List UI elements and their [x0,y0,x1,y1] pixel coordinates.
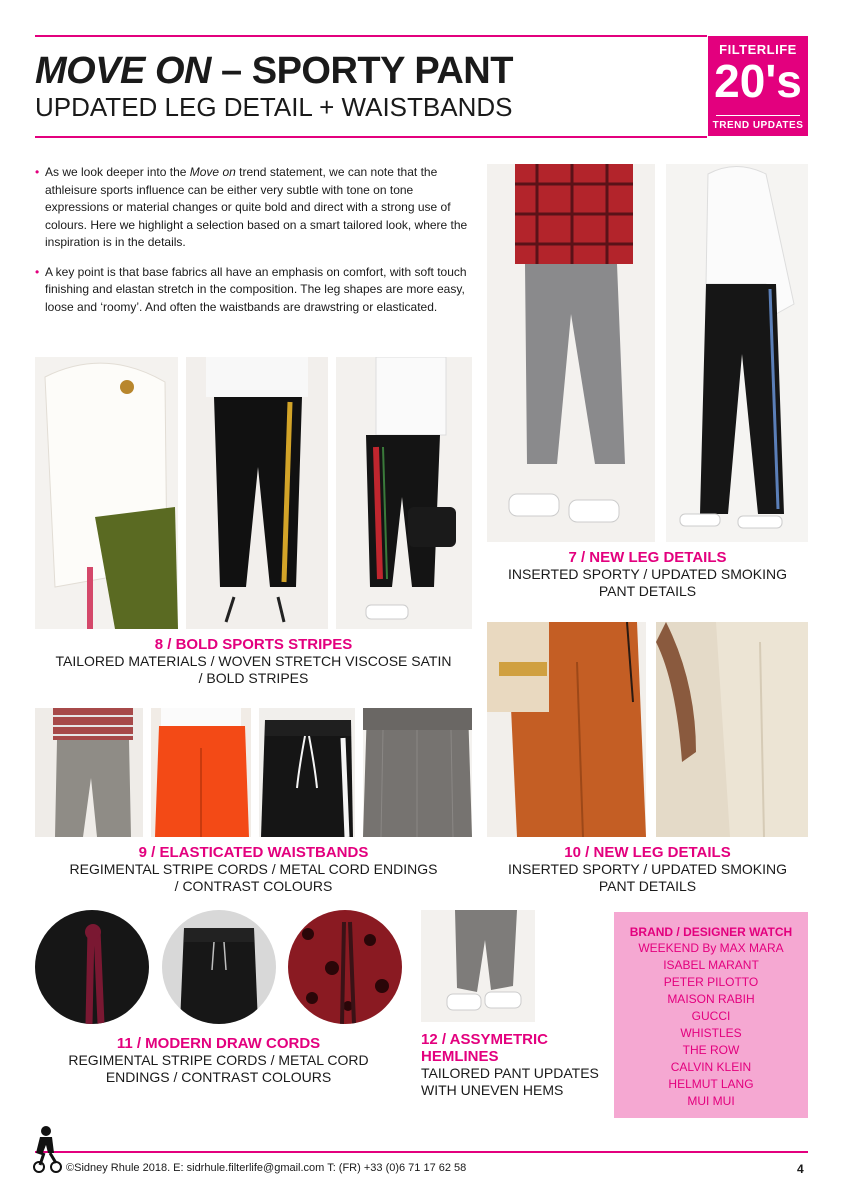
photo-circle-leopard-print [288,910,402,1024]
caption-section-7 [487,549,808,600]
brand-item: PETER PILOTTO [663,975,759,989]
brand-item: CALVIN KLEIN [670,1060,752,1074]
logo-20s-text: 20's [714,55,802,107]
photo-orange-pant [151,708,251,837]
section-9-line-2: / CONTRAST COLOURS [174,878,333,894]
section-8-line-2: / BOLD STRIPES [198,670,309,686]
section-7-line-2: PANT DETAILS [598,583,697,599]
brand-item: ISABEL MARANT [663,958,759,972]
caption-section-11 [35,1035,402,1086]
section-8-heading: 8 / BOLD SPORTS STRIPES [154,636,353,653]
section-12-heading-2: HEMLINES [421,1048,499,1065]
caption-section-8 [35,636,472,687]
intro-paragraph-2: • A key point is that base fabrics all have an emphasis on comfort, with soft touch finishing and elastan stretch in the composition. The leg shapes are more easy, loose and ‘roomy’. And often the waistbands are drawstring or elasticated. [35,264,467,314]
logo-tagline: TREND UPDATES [712,120,804,131]
section-7-line-1: INSERTED SPORTY / UPDATED SMOKING [507,566,787,582]
section-12-heading-1: 12 / ASSYMETRIC [421,1031,548,1048]
photo-black-pant-yellow-stripe [186,357,328,629]
page-number: 4 [797,1162,804,1176]
photo-uneven-hem-pant [421,910,535,1022]
photo-circle-black-burgundy-cord [35,910,149,1024]
title-rest: – SPORTY PANT [210,50,513,92]
caption-section-12 [421,1031,611,1099]
photo-rust-pant-detail [487,622,646,837]
section-10-line-1: INSERTED SPORTY / UPDATED SMOKING [507,861,787,877]
section-9-line-1: REGIMENTAL STRIPE CORDS / METAL CORD ENDINGS [69,861,438,877]
logo-divider [716,115,800,116]
section-11-line-2: ENDINGS / CONTRAST COLOURS [105,1069,332,1085]
title-main: MOVE ON [35,50,211,92]
cyclist-logo-icon [30,1125,64,1173]
brand-item: WEEKEND By MAX MARA [638,941,784,955]
photo-plaid-shirt-grey-pant [487,164,655,542]
section-12-line-2: WITH UNEVEN HEMS [421,1082,564,1098]
photo-check-pant-striped-top [35,708,143,837]
brand-item: THE ROW [682,1043,740,1057]
caption-section-10 [487,844,808,895]
brand-item: HELMUT LANG [668,1077,754,1091]
brand-watch-heading: BRAND / DESIGNER WATCH [629,925,793,939]
intro-paragraph-1: • As we look deeper into the Move on trend statement, we can note that the athleisure sports influence can be either very subtle with tone on tone expressions or material changes or quite bold and direct with a strong use of colours. Here we highlight a selection based on a smart tailored look, where the inspiration is in the details. [35,165,468,250]
brand-item: GUCCI [691,1009,731,1023]
header-top-rule [35,35,707,37]
header-bottom-rule [35,136,707,138]
section-10-line-2: PANT DETAILS [598,878,697,894]
brand-item: MUI MUI [687,1094,735,1108]
section-11-heading: 11 / MODERN DRAW CORDS [116,1035,321,1052]
logo-brand-text: FILTERLIFE [719,42,797,57]
section-7-heading: 7 / NEW LEG DETAILS [568,549,727,566]
section-10-heading: 10 / NEW LEG DETAILS [564,844,731,861]
page-title [35,50,513,93]
photo-white-top-black-track-pant [666,164,808,542]
photo-black-pant-red-stripe [336,357,472,629]
brand-item: MAISON RABIH [667,992,755,1006]
section-8-line-1: TAILORED MATERIALS / WOVEN STRETCH VISCOSE SATIN [55,653,452,669]
footer-credit: ©Sidney Rhule 2018. E: sidrhule.filterlife@gmail.com T: (FR) +33 (0)6 71 17 62 58 [66,1162,467,1174]
brand-item: WHISTLES [680,1026,742,1040]
filterlife-logo [708,36,808,136]
bullet-dot: • [35,165,40,179]
photo-cream-pant-detail [656,622,808,837]
brand-watch-box [614,912,808,1118]
footer-rule [35,1151,808,1153]
bullet-dot: • [35,264,40,279]
photo-circle-black-waistband [162,910,276,1024]
photo-grey-wool-waistband [363,708,472,837]
section-12-line-1: TAILORED PANT UPDATES [421,1065,599,1081]
photo-white-blouse-olive-pant [35,357,178,629]
page-subtitle: UPDATED LEG DETAIL + WAISTBANDS [35,92,513,122]
caption-section-9 [35,844,472,895]
intro-bullets [35,164,480,328]
photo-black-pant-white-cord [259,708,355,837]
section-9-heading: 9 / ELASTICATED WAISTBANDS [138,844,369,861]
section-11-line-1: REGIMENTAL STRIPE CORDS / METAL CORD [68,1052,369,1068]
